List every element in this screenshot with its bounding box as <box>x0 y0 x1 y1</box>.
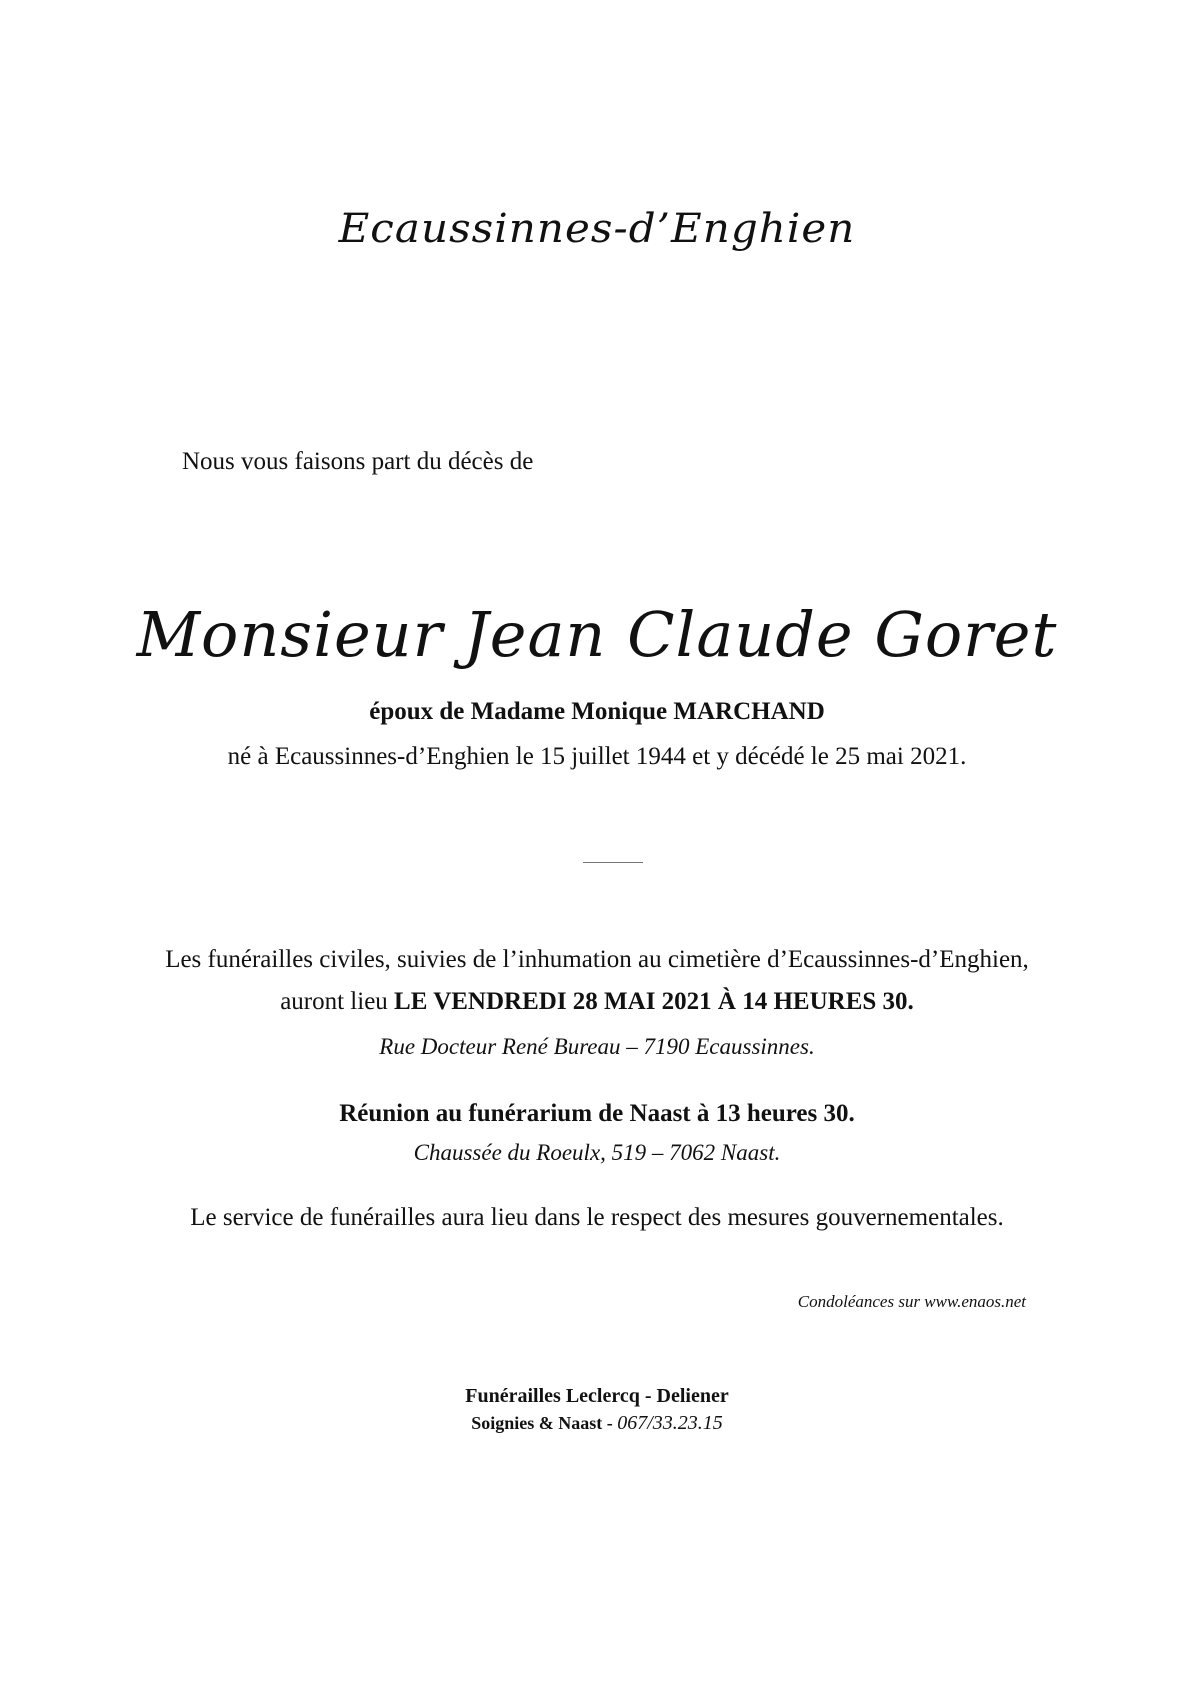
meeting-address: Chaussée du Roeulx, 519 – 7062 Naast. <box>413 1140 781 1165</box>
deceased-name: Monsieur Jean Claude Goret <box>136 598 1058 671</box>
funeral-line-2-prefix: auront lieu <box>280 988 395 1015</box>
town-header: Ecaussinnes-d’Enghien <box>338 206 856 252</box>
condolences-link[interactable]: Condoléances sur www.enaos.net <box>797 1292 1026 1311</box>
funeral-home-phone: 067/33.23.15 <box>617 1412 723 1434</box>
funeral-home-locations: Soignies & Naast - <box>471 1413 618 1433</box>
service-note: Le service de funérailles aura lieu dans le respect des mesures gouvernementales. <box>190 1204 1004 1231</box>
funeral-line-2 <box>0 988 1194 1016</box>
separator-line <box>583 862 643 863</box>
birth-death-line: né à Ecaussinnes-d’Enghien le 15 juillet 1944 et y décédé le 25 mai 2021. <box>227 743 967 770</box>
funeral-line-1: Les funérailles civiles, suivies de l’inhumation au cimetière d’Ecaussinnes-d’Enghien, <box>165 946 1029 973</box>
funeral-home-details <box>0 1412 1194 1435</box>
meeting-line: Réunion au funérarium de Naast à 13 heures 30. <box>339 1100 855 1127</box>
intro-text: Nous vous faisons part du décès de <box>182 448 534 475</box>
funeral-date: LE VENDREDI 28 MAI 2021 À 14 HEURES 30. <box>394 988 914 1015</box>
funeral-home-name: Funérailles Leclercq - Deliener <box>465 1385 729 1407</box>
spouse-line: époux de Madame Monique MARCHAND <box>369 698 825 725</box>
ceremony-address: Rue Docteur René Bureau – 7190 Ecaussinnes. <box>379 1034 815 1059</box>
